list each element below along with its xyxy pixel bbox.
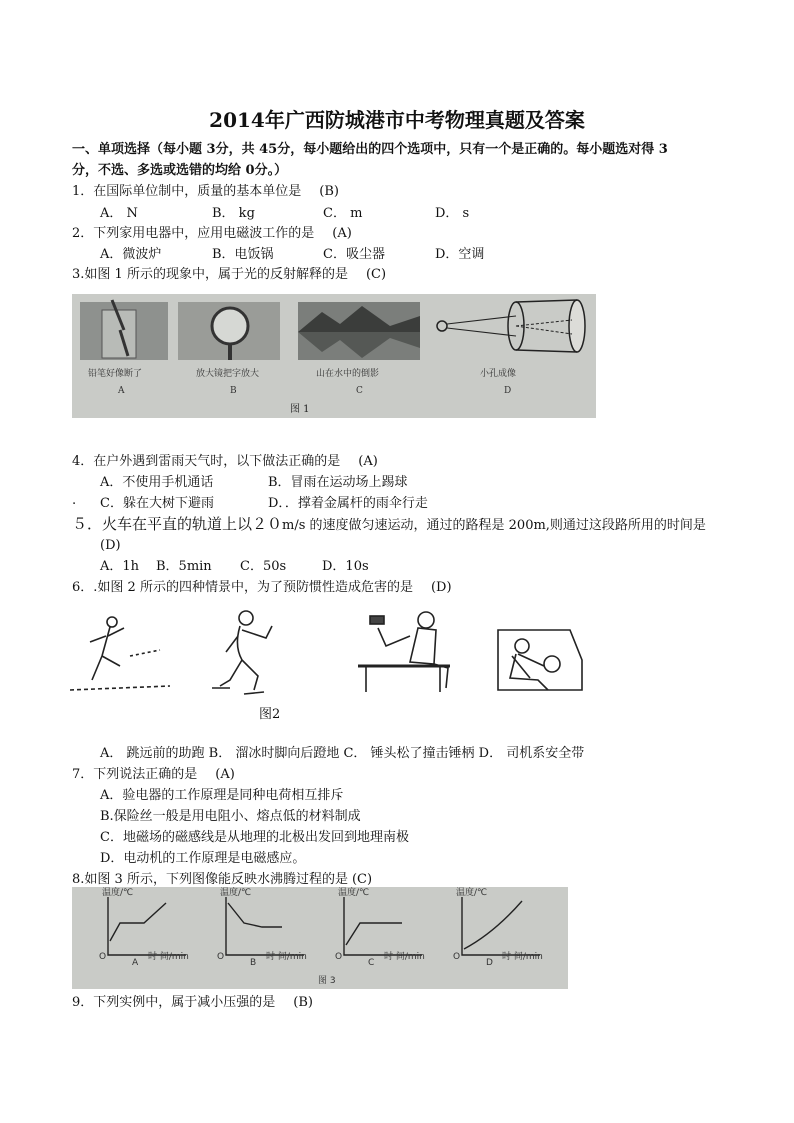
question-8-stem: 8.如图 3 所示，下列图像能反映水沸腾过程的是 xyxy=(72,872,348,887)
graph-ylabel: 温度/℃ xyxy=(220,888,252,898)
figure-1-letter-c: C xyxy=(356,386,363,396)
graph-xlabel: 时 间/min xyxy=(502,952,543,962)
question-9-answer: (B) xyxy=(293,995,313,1010)
graph-origin: O xyxy=(335,952,343,962)
figure-2-drawings xyxy=(70,606,590,702)
skater-icon xyxy=(212,611,272,694)
magnifier-icon xyxy=(212,308,248,344)
question-7-option-c: C．地磁场的磁感线是从地理的北极出发回到地理南极 xyxy=(100,830,409,845)
graph-letter: D xyxy=(486,958,493,968)
question-1-stem: 1．在国际单位制中，质量的基本单位是 xyxy=(72,184,302,199)
figure-1-letter-d: D xyxy=(504,386,512,396)
figure-1-caption-c: 山在水中的倒影 xyxy=(316,369,380,379)
question-3 xyxy=(72,265,386,285)
graph-b xyxy=(217,887,307,968)
graph-curve xyxy=(464,901,522,949)
long-jump-icon xyxy=(70,617,170,690)
question-4-option-d: D．．撑着金属杆的雨伞行走 xyxy=(268,496,428,511)
figure-1-letter-b: B xyxy=(230,386,237,396)
question-5-stem: m/s 的速度做匀速运动，通过的路程是 200m,则通过这段路所用的时间是 xyxy=(282,518,706,533)
question-4-answer: (A) xyxy=(358,454,378,469)
question-5-option-c: C．50s xyxy=(240,559,287,574)
graph-c xyxy=(335,887,425,968)
question-2-option-b: B．电饭锅 xyxy=(212,247,274,262)
question-2-option-a: A．微波炉 xyxy=(100,247,162,262)
section-heading-line2: 分，不选、多选或选错的均给 0分。） xyxy=(72,163,288,178)
question-1-answer: (B) xyxy=(319,184,339,199)
graph-axes xyxy=(226,897,304,955)
graph-letter: B xyxy=(250,958,257,968)
graph-ylabel: 温度/℃ xyxy=(338,888,370,898)
figure-3-label: 图 3 xyxy=(318,976,336,986)
graph-origin: O xyxy=(453,952,461,962)
graph-ylabel: 温度/℃ xyxy=(456,888,488,898)
question-5 xyxy=(72,514,706,536)
figure-1-label: 图 1 xyxy=(290,404,310,415)
question-5-number: ５．火车在平直的轨道上以２０ xyxy=(72,515,283,533)
question-3-stem: 3.如图 1 所示的现象中，属于光的反射解释的是 xyxy=(72,267,348,282)
section-heading-line1: 一、单项选择（每小题 3分，共 45分，每小题给出的四个选项中，只有一个是正确的。每小题选对得 3 xyxy=(72,142,668,157)
graph-letter: A xyxy=(132,958,139,968)
question-5-answer: (D) xyxy=(100,538,121,553)
question-5-option-a: A．1h xyxy=(100,559,140,574)
question-2-option-c: C．吸尘器 xyxy=(323,247,385,262)
question-5-option-d: D．10s xyxy=(322,559,369,574)
question-4-stem: 4．在户外遇到雷雨天气时，以下做法正确的是 xyxy=(72,454,341,469)
page-title: 2014年广西防城港市中考物理真题及答案 xyxy=(209,108,585,132)
figure-1-caption-a: 铅笔好像断了 xyxy=(88,369,143,379)
question-7-option-b: B.保险丝一般是用电阻小、熔点低的材料制成 xyxy=(100,809,361,824)
question-7 xyxy=(72,765,235,785)
figure-1-photo xyxy=(72,294,596,418)
graph-origin: O xyxy=(217,952,225,962)
question-9 xyxy=(72,993,313,1013)
question-2 xyxy=(72,224,352,244)
figure-1-caption-b: 放大镜把字放大 xyxy=(196,369,260,379)
graph-axes xyxy=(108,897,186,955)
question-4-option-a: A．不使用手机通话 xyxy=(100,475,214,490)
graph-a xyxy=(99,887,189,968)
question-5-option-b: B．5min xyxy=(156,559,212,574)
graph-axes xyxy=(344,897,422,955)
question-9-stem: 9．下列实例中，属于减小压强的是 xyxy=(72,995,276,1010)
graph-xlabel: 时 间/min xyxy=(266,952,307,962)
question-7-option-a: A．验电器的工作原理是同种电荷相互排斥 xyxy=(100,788,344,803)
question-3-answer: (C) xyxy=(365,267,387,282)
question-4 xyxy=(72,452,378,472)
graph-axes xyxy=(462,897,540,955)
question-1-option-c: C． m xyxy=(323,206,363,221)
question-6-answer: (D) xyxy=(430,580,452,595)
question-4-option-b: B．冒雨在运动场上踢球 xyxy=(268,475,408,490)
question-4-margin-mark: . xyxy=(72,493,77,508)
question-2-answer: (A) xyxy=(332,226,352,241)
question-7-answer: (A) xyxy=(215,767,235,782)
figure-3-photo xyxy=(72,887,568,989)
seatbelt-driver-icon xyxy=(498,630,582,690)
graph-curve xyxy=(346,923,402,945)
question-1-option-a: A． N xyxy=(100,206,138,221)
question-4-option-c: C．躲在大树下避雨 xyxy=(100,496,214,511)
graph-ylabel: 温度/℃ xyxy=(102,888,134,898)
figure-1-caption-d: 小孔成像 xyxy=(480,369,517,379)
question-1 xyxy=(72,182,339,202)
question-6-options: A． 跳远前的助跑 B． 溜冰时脚向后蹬地 C． 锤头松了撞击锤柄 D． 司机系安全带 xyxy=(100,746,585,761)
figure-2-label: 图2 xyxy=(259,707,281,722)
graph-letter: C xyxy=(368,958,375,968)
figure-1-panels xyxy=(72,294,596,418)
question-6-stem: 6．.如图 2 所示的四种情景中，为了预防惯性造成危害的是 xyxy=(72,580,413,595)
question-8-answer: (C) xyxy=(351,872,373,887)
graph-xlabel: 时 间/min xyxy=(384,952,425,962)
hammer-man-icon xyxy=(358,612,450,692)
graph-curve xyxy=(110,903,166,941)
graph-xlabel: 时 间/min xyxy=(148,952,189,962)
question-1-option-d: D． s xyxy=(435,206,470,221)
question-2-stem: 2．下列家用电器中，应用电磁波工作的是 xyxy=(72,226,315,241)
question-6 xyxy=(72,578,452,598)
figure-3-graphs xyxy=(72,887,568,989)
graph-curve xyxy=(228,903,282,927)
graph-origin: O xyxy=(99,952,107,962)
question-2-option-d: D．空调 xyxy=(435,247,485,262)
figure-1-letter-a: A xyxy=(118,386,125,396)
question-1-option-b: B． kg xyxy=(212,206,255,221)
panel-d-drawing xyxy=(432,300,592,364)
question-7-stem: 7．下列说法正确的是 xyxy=(72,767,198,782)
graph-d xyxy=(453,887,543,968)
question-7-option-d: D．电动机的工作原理是电磁感应。 xyxy=(100,851,306,866)
